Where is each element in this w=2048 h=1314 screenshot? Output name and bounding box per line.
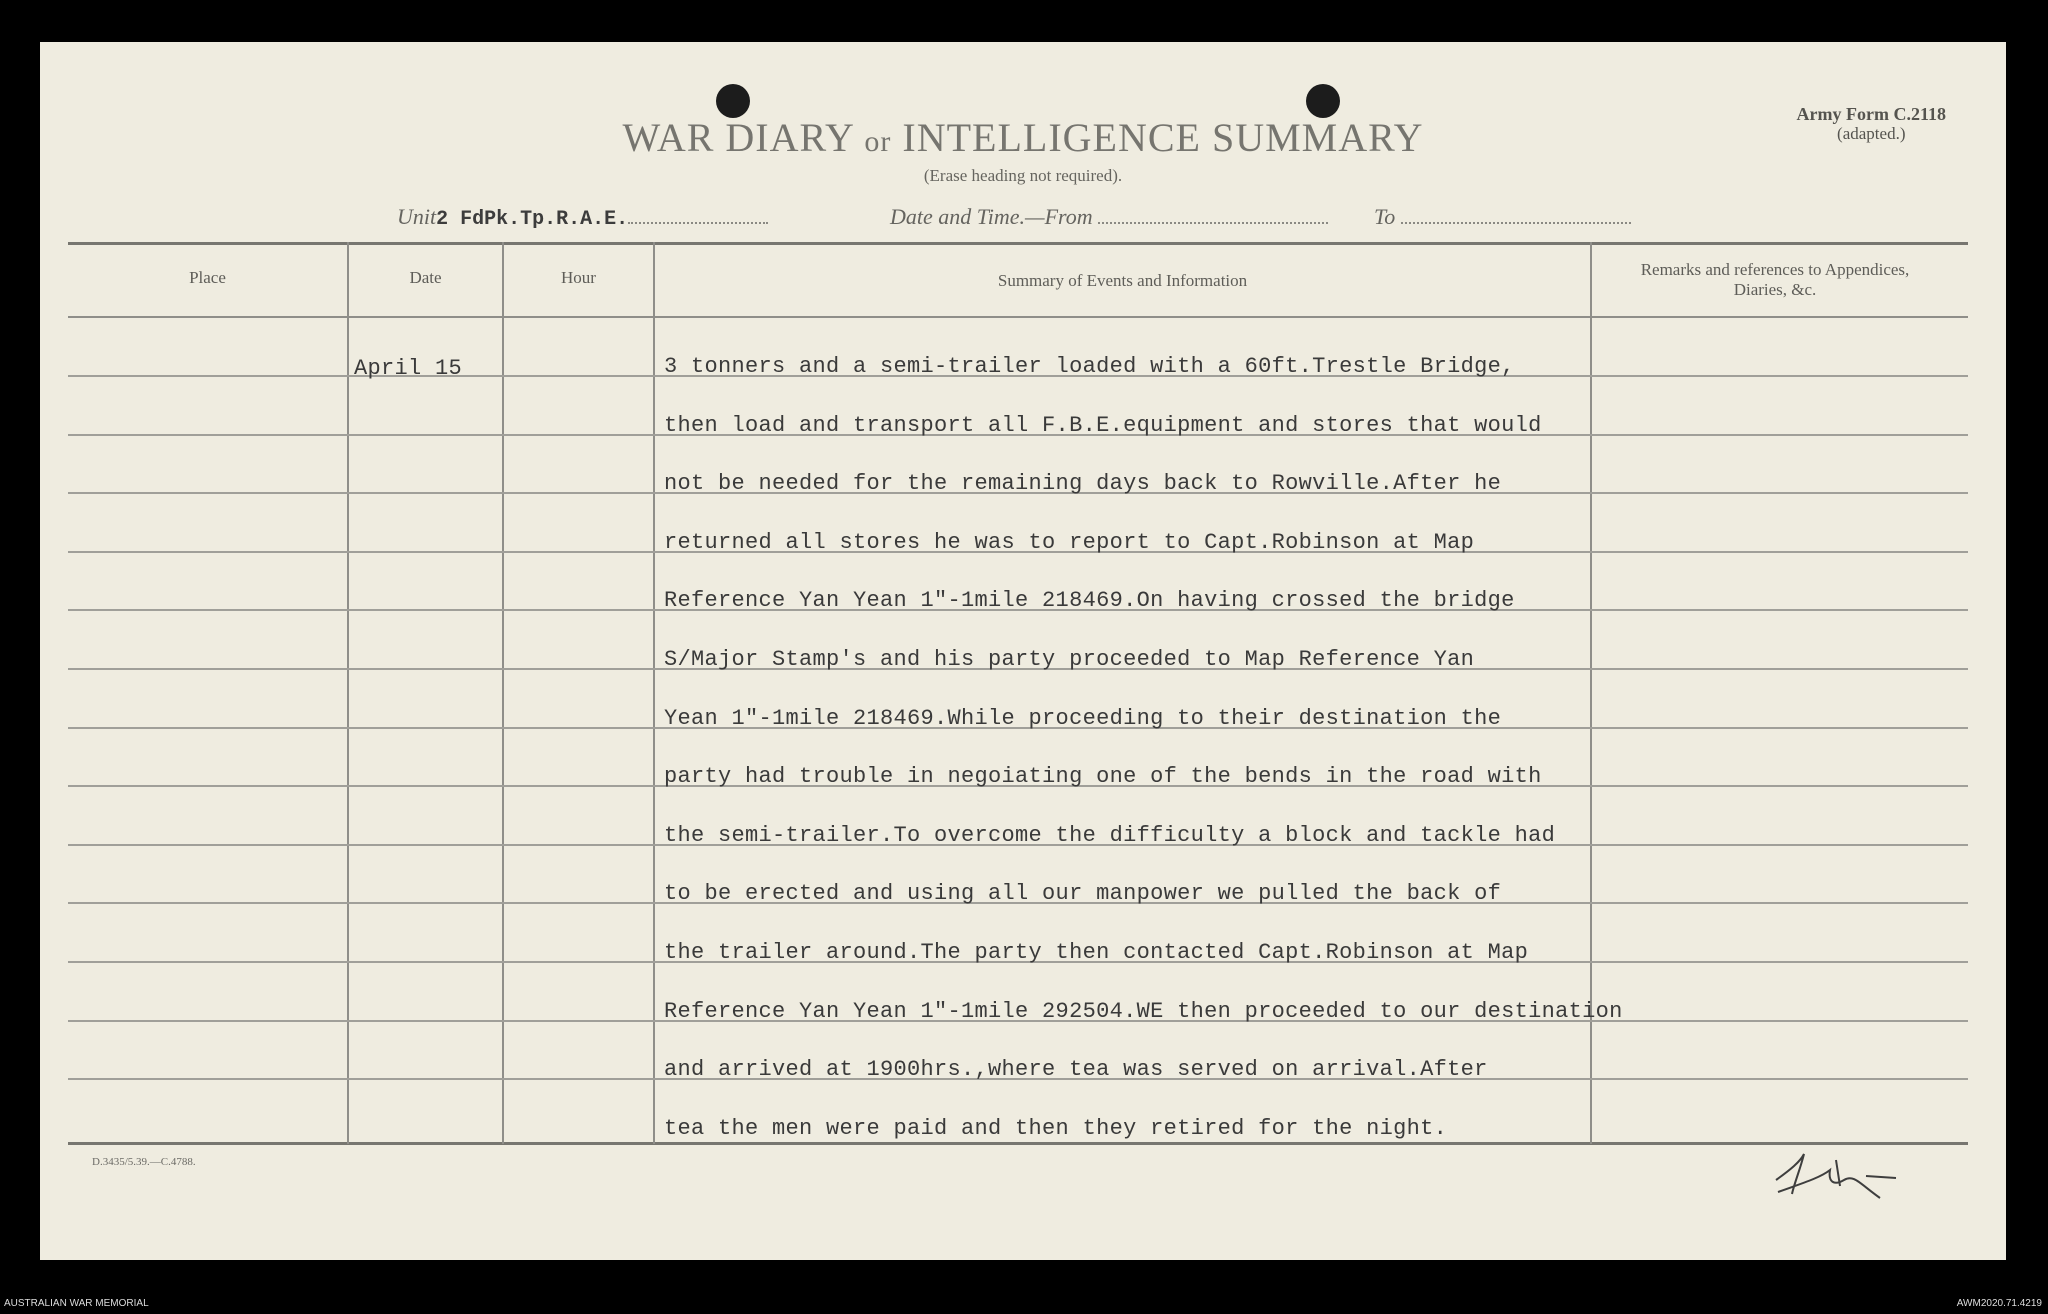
date-time-field: Date and Time.—From bbox=[890, 204, 1328, 230]
form-title: WAR DIARY or INTELLIGENCE SUMMARY bbox=[622, 115, 1424, 160]
summary-line: then load and transport all F.B.E.equipment and stores that would bbox=[664, 412, 1542, 438]
summary-line: 3 tonners and a semi-trailer loaded with a 60ft.Trestle Bridge, bbox=[664, 354, 1515, 379]
punch-hole-right bbox=[1306, 84, 1340, 118]
summary-line: returned all stores he was to report to Capt.Robinson at Map bbox=[664, 529, 1475, 555]
header-hour: Hour bbox=[561, 268, 596, 287]
unit-value: 2 FdPk.Tp.R.A.E. bbox=[436, 208, 629, 231]
print-reference: D.3435/5.39.—C.4788. bbox=[92, 1156, 196, 1168]
summary-line: Yean 1"-1mile 218469.While proceeding to their destination the bbox=[664, 705, 1502, 731]
to-field: To bbox=[1374, 204, 1631, 230]
diary-page bbox=[40, 42, 2006, 1260]
summary-line: and arrived at 1900hrs.,where tea was served on arrival.After bbox=[664, 1057, 1488, 1083]
army-form-label: Army Form C.2118 (adapted.) bbox=[1796, 104, 1946, 143]
caption-left: AUSTRALIAN WAR MEMORIAL bbox=[4, 1298, 149, 1309]
punch-hole-left bbox=[716, 84, 750, 118]
date-entry: April 15 bbox=[354, 356, 463, 381]
summary-line: Reference Yan Yean 1"-1mile 292504.WE then proceeded to our destination bbox=[664, 998, 1623, 1024]
summary-line: Reference Yan Yean 1"-1mile 218469.On having crossed the bridge bbox=[664, 588, 1515, 614]
header-date: Date bbox=[409, 268, 442, 287]
header-summary: Summary of Events and Information bbox=[997, 271, 1248, 290]
erase-note: (Erase heading not required). bbox=[923, 166, 1123, 185]
signature bbox=[1770, 1140, 1900, 1210]
unit-field: Unit2 FdPk.Tp.R.A.E. bbox=[397, 204, 768, 231]
summary-line: the trailer around.The party then contacted Capt.Robinson at Map bbox=[664, 940, 1529, 965]
summary-line: S/Major Stamp's and his party proceeded to Map Reference Yan bbox=[664, 647, 1475, 672]
header-remarks: Remarks and references to Appendices, Diaries, &c. bbox=[1640, 260, 1910, 299]
summary-line: the semi-trailer.To overcome the difficulty a block and tackle had bbox=[664, 822, 1556, 848]
header-place: Place bbox=[189, 268, 226, 287]
summary-line: not be needed for the remaining days back to Rowville.After he bbox=[664, 471, 1502, 497]
summary-line: party had trouble in negoiating one of the bends in the road with bbox=[664, 764, 1542, 790]
summary-line: to be erected and using all our manpower we pulled the back of bbox=[664, 881, 1502, 907]
caption-right: AWM2020.71.4219 bbox=[1956, 1298, 2042, 1309]
summary-line: tea the men were paid and then they retired for the night. bbox=[664, 1115, 1448, 1141]
